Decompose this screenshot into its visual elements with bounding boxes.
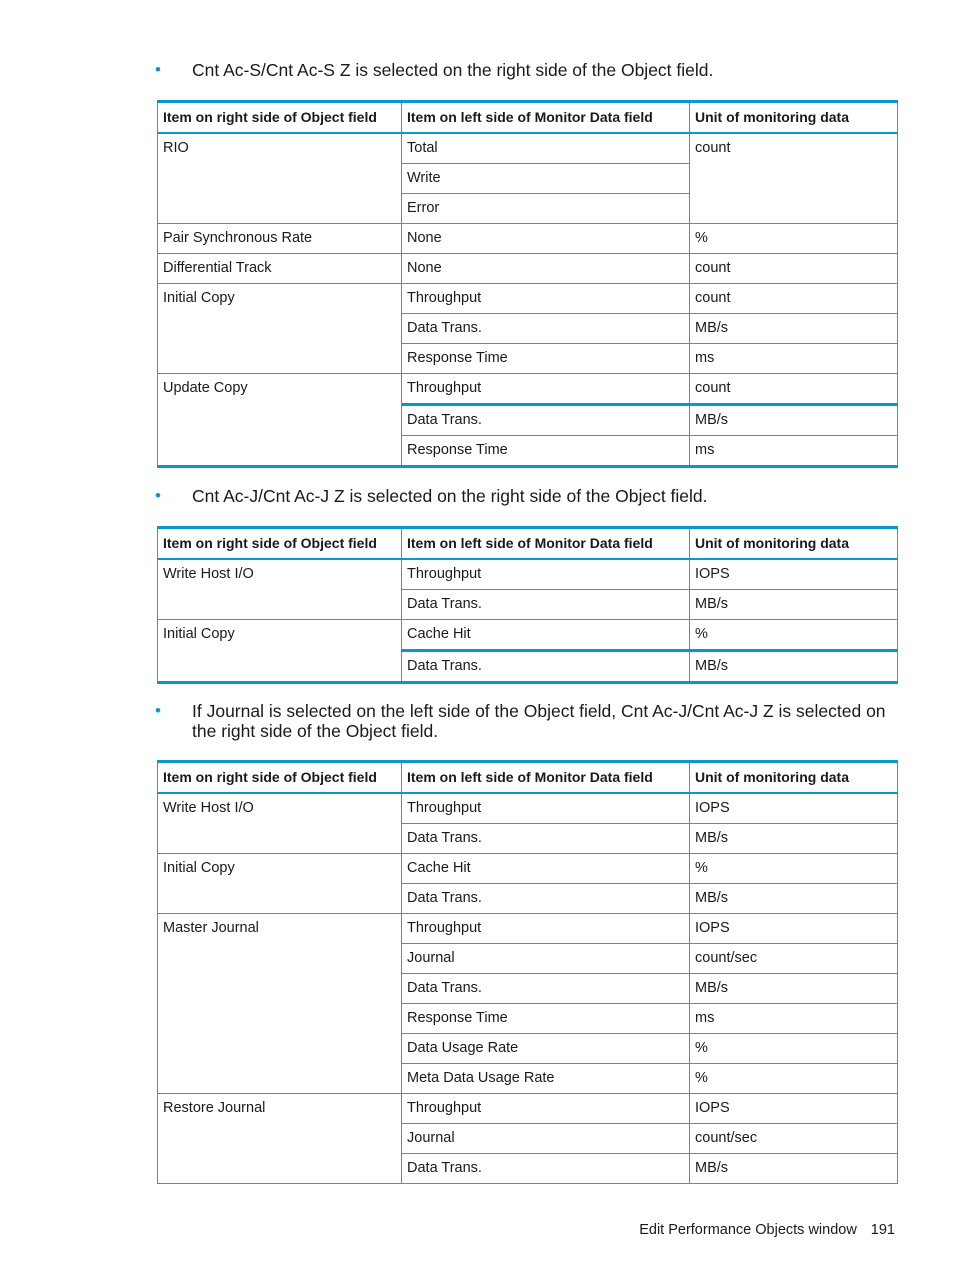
cell-unit: % [690, 1034, 898, 1064]
cell-unit: IOPS [690, 559, 898, 590]
cell-left-item: Throughput [402, 284, 690, 314]
bullet-dot-icon: • [155, 60, 161, 79]
cell-left-item: Response Time [402, 1004, 690, 1034]
cell-left-item: Response Time [402, 436, 690, 467]
header-unit: Unit of monitoring data [690, 102, 898, 134]
cell-left-item: Data Trans. [402, 1154, 690, 1184]
bullet-text: Cnt Ac-J/Cnt Ac-J Z is selected on the right side of the Object field. [192, 486, 708, 506]
cell-unit: MB/s [690, 974, 898, 1004]
bullet-dot-icon: • [155, 701, 161, 720]
cell-right-item: Master Journal [158, 914, 402, 1094]
table-row [158, 620, 898, 651]
cell-left-item: Total [402, 133, 690, 164]
cell-left-item: Throughput [402, 914, 690, 944]
cell-unit: % [690, 1064, 898, 1094]
cell-unit: % [690, 854, 898, 884]
header-right-item: Item on right side of Object field [158, 762, 402, 794]
bullet-dot-icon: • [155, 486, 161, 505]
cell-left-item: None [402, 224, 690, 254]
cell-unit: % [690, 224, 898, 254]
cell-left-item: Error [402, 194, 690, 224]
cell-unit: ms [690, 344, 898, 374]
bullet-2 [155, 486, 900, 506]
cell-unit: ms [690, 1004, 898, 1034]
cell-left-item: Data Trans. [402, 974, 690, 1004]
cell-unit: count [690, 374, 898, 405]
cell-right-item: Update Copy [158, 374, 402, 467]
cell-left-item: Throughput [402, 793, 690, 824]
table-row [158, 793, 898, 824]
cell-unit: MB/s [690, 651, 898, 683]
header-left-item: Item on left side of Monitor Data field [402, 762, 690, 794]
cell-right-item: Initial Copy [158, 854, 402, 914]
cell-left-item: Journal [402, 1124, 690, 1154]
table-row [158, 914, 898, 944]
cell-left-item: Throughput [402, 374, 690, 405]
cell-unit: MB/s [690, 590, 898, 620]
cell-left-item: Cache Hit [402, 620, 690, 651]
cell-right-item: RIO [158, 133, 402, 224]
cell-unit: count [690, 254, 898, 284]
cell-unit: IOPS [690, 1094, 898, 1124]
table-row [158, 284, 898, 314]
cell-left-item: Data Trans. [402, 590, 690, 620]
cell-unit: count/sec [690, 944, 898, 974]
cell-left-item: Throughput [402, 1094, 690, 1124]
cell-left-item: Write [402, 164, 690, 194]
cell-right-item: Initial Copy [158, 620, 402, 683]
cell-unit: MB/s [690, 1154, 898, 1184]
cell-unit: MB/s [690, 314, 898, 344]
cell-right-item: Pair Synchronous Rate [158, 224, 402, 254]
cell-left-item: Response Time [402, 344, 690, 374]
table-acs [157, 100, 898, 468]
cell-unit: count [690, 284, 898, 314]
header-left-item: Item on left side of Monitor Data field [402, 102, 690, 134]
cell-right-item: Write Host I/O [158, 559, 402, 620]
cell-unit: count [690, 133, 898, 224]
bullet-3 [155, 701, 900, 741]
cell-left-item: None [402, 254, 690, 284]
cell-unit: MB/s [690, 824, 898, 854]
table-row [158, 254, 898, 284]
header-right-item: Item on right side of Object field [158, 528, 402, 560]
cell-unit: MB/s [690, 884, 898, 914]
table-row [158, 559, 898, 590]
cell-unit: MB/s [690, 405, 898, 436]
cell-unit: % [690, 620, 898, 651]
cell-left-item: Throughput [402, 559, 690, 590]
cell-left-item: Data Trans. [402, 824, 690, 854]
cell-right-item: Restore Journal [158, 1094, 402, 1184]
table-row [158, 374, 898, 405]
cell-left-item: Data Trans. [402, 405, 690, 436]
page-number: 191 [870, 1222, 895, 1238]
cell-left-item: Meta Data Usage Rate [402, 1064, 690, 1094]
cell-unit: IOPS [690, 793, 898, 824]
header-right-item: Item on right side of Object field [158, 102, 402, 134]
cell-unit: ms [690, 436, 898, 467]
bullet-text: Cnt Ac-S/Cnt Ac-S Z is selected on the right side of the Object field. [192, 60, 714, 80]
header-left-item: Item on left side of Monitor Data field [402, 528, 690, 560]
page-footer [639, 1222, 895, 1238]
cell-left-item: Data Usage Rate [402, 1034, 690, 1064]
cell-right-item: Write Host I/O [158, 793, 402, 854]
cell-unit: count/sec [690, 1124, 898, 1154]
cell-left-item: Journal [402, 944, 690, 974]
cell-left-item: Data Trans. [402, 651, 690, 683]
cell-left-item: Data Trans. [402, 884, 690, 914]
header-unit: Unit of monitoring data [690, 528, 898, 560]
footer-title: Edit Performance Objects window [639, 1222, 857, 1238]
bullet-1 [155, 60, 900, 80]
table-journal [157, 760, 898, 1184]
bullet-text: If Journal is selected on the left side of the Object field, Cnt Ac-J/Cnt Ac-J Z is selected on the right side of the Object field. [192, 701, 886, 741]
table-row [158, 854, 898, 884]
header-unit: Unit of monitoring data [690, 762, 898, 794]
cell-unit: IOPS [690, 914, 898, 944]
cell-right-item: Initial Copy [158, 284, 402, 374]
cell-left-item: Cache Hit [402, 854, 690, 884]
table-row [158, 133, 898, 164]
table-row [158, 224, 898, 254]
table-row [158, 1094, 898, 1124]
cell-left-item: Data Trans. [402, 314, 690, 344]
cell-right-item: Differential Track [158, 254, 402, 284]
table-acj [157, 526, 898, 684]
